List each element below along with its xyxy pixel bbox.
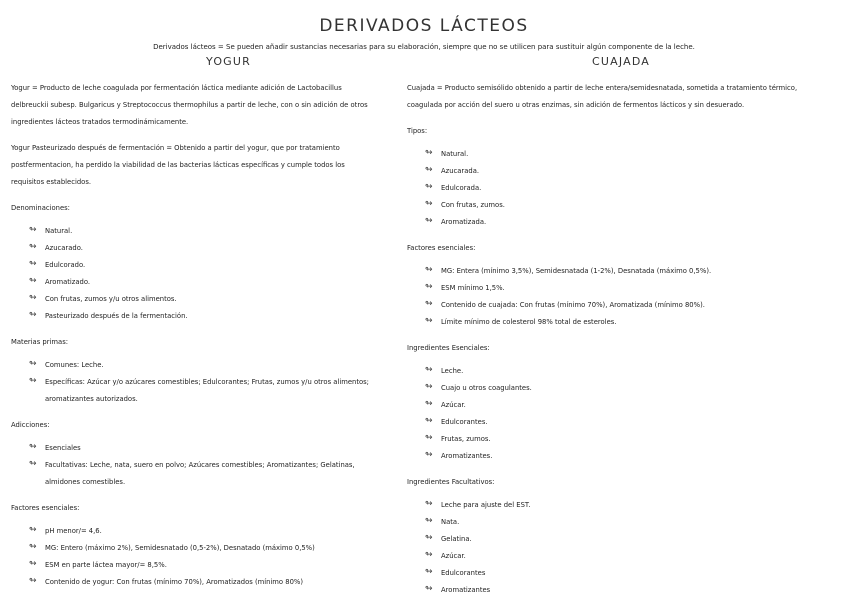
- bullet-icon: ↬: [425, 516, 433, 526]
- adiciones-list: [11, 440, 396, 491]
- list-item: ↬ Cuajo u otros coagulantes.: [407, 380, 837, 397]
- bullet-icon: ↬: [425, 416, 433, 426]
- list-item: ↬ Gelatina.: [407, 531, 837, 548]
- esenciales-label: Ingredientes Esenciales:: [407, 344, 490, 352]
- list-item: ↬ pH menor/= 4,6.: [11, 523, 396, 540]
- list-item: ↬ Frutas, zumos.: [407, 431, 837, 448]
- bullet-icon: ↬: [425, 567, 433, 577]
- list-item: ↬ ESM mínimo 1,5%.: [407, 280, 837, 297]
- heading-cuajada: CUAJADA: [592, 55, 651, 68]
- list-item: ↬ ESM en parte láctea mayor/= 8,5%.: [11, 557, 396, 574]
- list-item: ↬ Pasteurizado después de la fermentación.: [11, 308, 396, 325]
- bullet-icon: ↬: [29, 293, 37, 303]
- yogur-definition-line: delbreuckii subesp. Bulgaricus y Streptococcus thermophilus a partir de leche, con o sin adición de otros: [11, 101, 368, 109]
- list-item: ↬ Aromatizado.: [11, 274, 396, 291]
- bullet-icon: ↬: [425, 316, 433, 326]
- bullet-icon: ↬: [425, 433, 433, 443]
- list-item: ↬ Edulcorantes.: [407, 414, 837, 431]
- bullet-icon: ↬: [29, 310, 37, 320]
- bullet-icon: ↬: [425, 499, 433, 509]
- list-item: ↬ Aromatizada.: [407, 214, 837, 231]
- list-item: ↬ Azucarada.: [407, 163, 837, 180]
- bullet-icon: ↬: [29, 559, 37, 569]
- bullet-icon: ↬: [29, 542, 37, 552]
- list-item: ↬ MG: Entero (máximo 2%), Semidesnatado (0,5-2%), Desnatado (máximo 0,5%): [11, 540, 396, 557]
- cuajada-factores-list: [407, 263, 837, 331]
- bullet-icon: ↬: [425, 299, 433, 309]
- bullet-icon: ↬: [425, 550, 433, 560]
- bullet-icon: ↬: [29, 525, 37, 535]
- list-item: ↬ Contenido de cuajada: Con frutas (mínimo 70%), Aromatizada (mínimo 80%).: [407, 297, 837, 314]
- bullet-icon: ↬: [425, 216, 433, 226]
- bullet-icon: ↬: [425, 399, 433, 409]
- bullet-icon: ↬: [425, 365, 433, 375]
- list-item: ↬ Límite mínimo de colesterol 98% total de esteroles.: [407, 314, 837, 331]
- facultativos-label: Ingredientes Facultativos:: [407, 478, 495, 486]
- list-item: ↬ Edulcorada.: [407, 180, 837, 197]
- list-item: ↬ Azucarado.: [11, 240, 396, 257]
- yogur-pasteurizado-line: Yogur Pasteurizado después de fermentación = Obtenido a partir del yogur, que por tratamiento: [11, 144, 340, 152]
- factores-label: Factores esenciales:: [11, 504, 80, 512]
- list-item: ↬ Nata.: [407, 514, 837, 531]
- bullet-icon: ↬: [425, 282, 433, 292]
- yogur-pasteurizado-line: postfermentacion, ha perdido la viabilidad de las bacterias lácticas específicas y cumple todos los: [11, 161, 345, 169]
- bullet-icon: ↬: [425, 199, 433, 209]
- cuajada-column: [407, 80, 837, 599]
- bullet-icon: ↬: [29, 359, 37, 369]
- bullet-icon: ↬: [29, 459, 37, 469]
- esenciales-list: [407, 363, 837, 465]
- list-item: ↬ Facultativas: Leche, nata, suero en polvo; Azúcares comestibles; Aromatizantes; Gelatinas, almidones comestibles.: [29, 459, 355, 486]
- subtitle-definition: Derivados lácteos = Se pueden añadir sustancias necesarias para su elaboración, siempre que no se utilicen para sustituir algún componente de la leche.: [153, 43, 695, 51]
- materias-label: Materias primas:: [11, 338, 69, 346]
- list-item: ↬ Aromatizantes: [407, 582, 837, 599]
- list-item: ↬ Comunes: Leche.: [11, 357, 396, 374]
- bullet-icon: ↬: [425, 165, 433, 175]
- bullet-icon: ↬: [29, 442, 37, 452]
- list-item: ↬ Específicas: Azúcar y/o azúcares comestibles; Edulcorantes; Frutas, zumos y/u otros alimentos; aromatizantes autorizados.: [29, 376, 369, 403]
- cuajada-definition-line: Cuajada = Producto semisólido obtenido a partir de leche entera/semidesnatada, sometida a tratamiento térmico,: [407, 84, 798, 92]
- list-item: ↬ Azúcar.: [407, 548, 837, 565]
- yogur-definition-line: Yogur = Producto de leche coagulada por fermentación láctica mediante adición de Lactobacillus: [11, 84, 342, 92]
- materias-list: [11, 357, 396, 408]
- denominaciones-label: Denominaciones:: [11, 204, 70, 212]
- bullet-icon: ↬: [425, 182, 433, 192]
- bullet-icon: ↬: [29, 242, 37, 252]
- bullet-icon: ↬: [425, 584, 433, 594]
- bullet-icon: ↬: [29, 225, 37, 235]
- list-item: ↬ Esenciales: [11, 440, 396, 457]
- bullet-icon: ↬: [29, 276, 37, 286]
- list-item: ↬ MG: Entera (mínimo 3,5%), Semidesnatada (1-2%), Desnatada (máximo 0,5%).: [407, 263, 837, 280]
- yogur-pasteurizado-line: requisitos establecidos.: [11, 178, 92, 186]
- list-item: ↬ Leche.: [407, 363, 837, 380]
- factores-list: [11, 523, 396, 591]
- list-item: ↬ Con frutas, zumos y/u otros alimentos.: [11, 291, 396, 308]
- bullet-icon: ↬: [425, 265, 433, 275]
- yogur-column: [11, 80, 396, 591]
- bullet-icon: ↬: [425, 382, 433, 392]
- tipos-label: Tipos:: [407, 127, 428, 135]
- list-item: ↬ Con frutas, zumos.: [407, 197, 837, 214]
- list-item: ↬ Azúcar.: [407, 397, 837, 414]
- heading-yogur: YOGUR: [206, 55, 251, 68]
- list-item: ↬ Leche para ajuste del EST.: [407, 497, 837, 514]
- list-item: ↬ Natural.: [11, 223, 396, 240]
- tipos-list: [407, 146, 837, 231]
- cuajada-definition-line: coagulada por acción del suero u otras enzimas, sin adición de fermentos lácticos y sin desuerado.: [407, 101, 745, 109]
- bullet-icon: ↬: [425, 450, 433, 460]
- cuajada-factores-label: Factores esenciales:: [407, 244, 476, 252]
- list-item: ↬ Aromatizantes.: [407, 448, 837, 465]
- bullet-icon: ↬: [29, 576, 37, 586]
- bullet-icon: ↬: [425, 148, 433, 158]
- bullet-icon: ↬: [425, 533, 433, 543]
- list-item: ↬ Contenido de yogur: Con frutas (mínimo 70%), Aromatizados (mínimo 80%): [11, 574, 396, 591]
- bullet-icon: ↬: [29, 376, 37, 386]
- list-item: ↬ Natural.: [407, 146, 837, 163]
- denominaciones-list: [11, 223, 396, 325]
- page-title: DERIVADOS LÁCTEOS: [319, 16, 529, 36]
- adiciones-label: Adicciones:: [11, 421, 50, 429]
- bullet-icon: ↬: [29, 259, 37, 269]
- facultativos-list: [407, 497, 837, 599]
- list-item: ↬ Edulcorantes: [407, 565, 837, 582]
- list-item: ↬ Edulcorado.: [11, 257, 396, 274]
- yogur-definition-line: ingredientes lácteos tratados termodinámicamente.: [11, 118, 189, 126]
